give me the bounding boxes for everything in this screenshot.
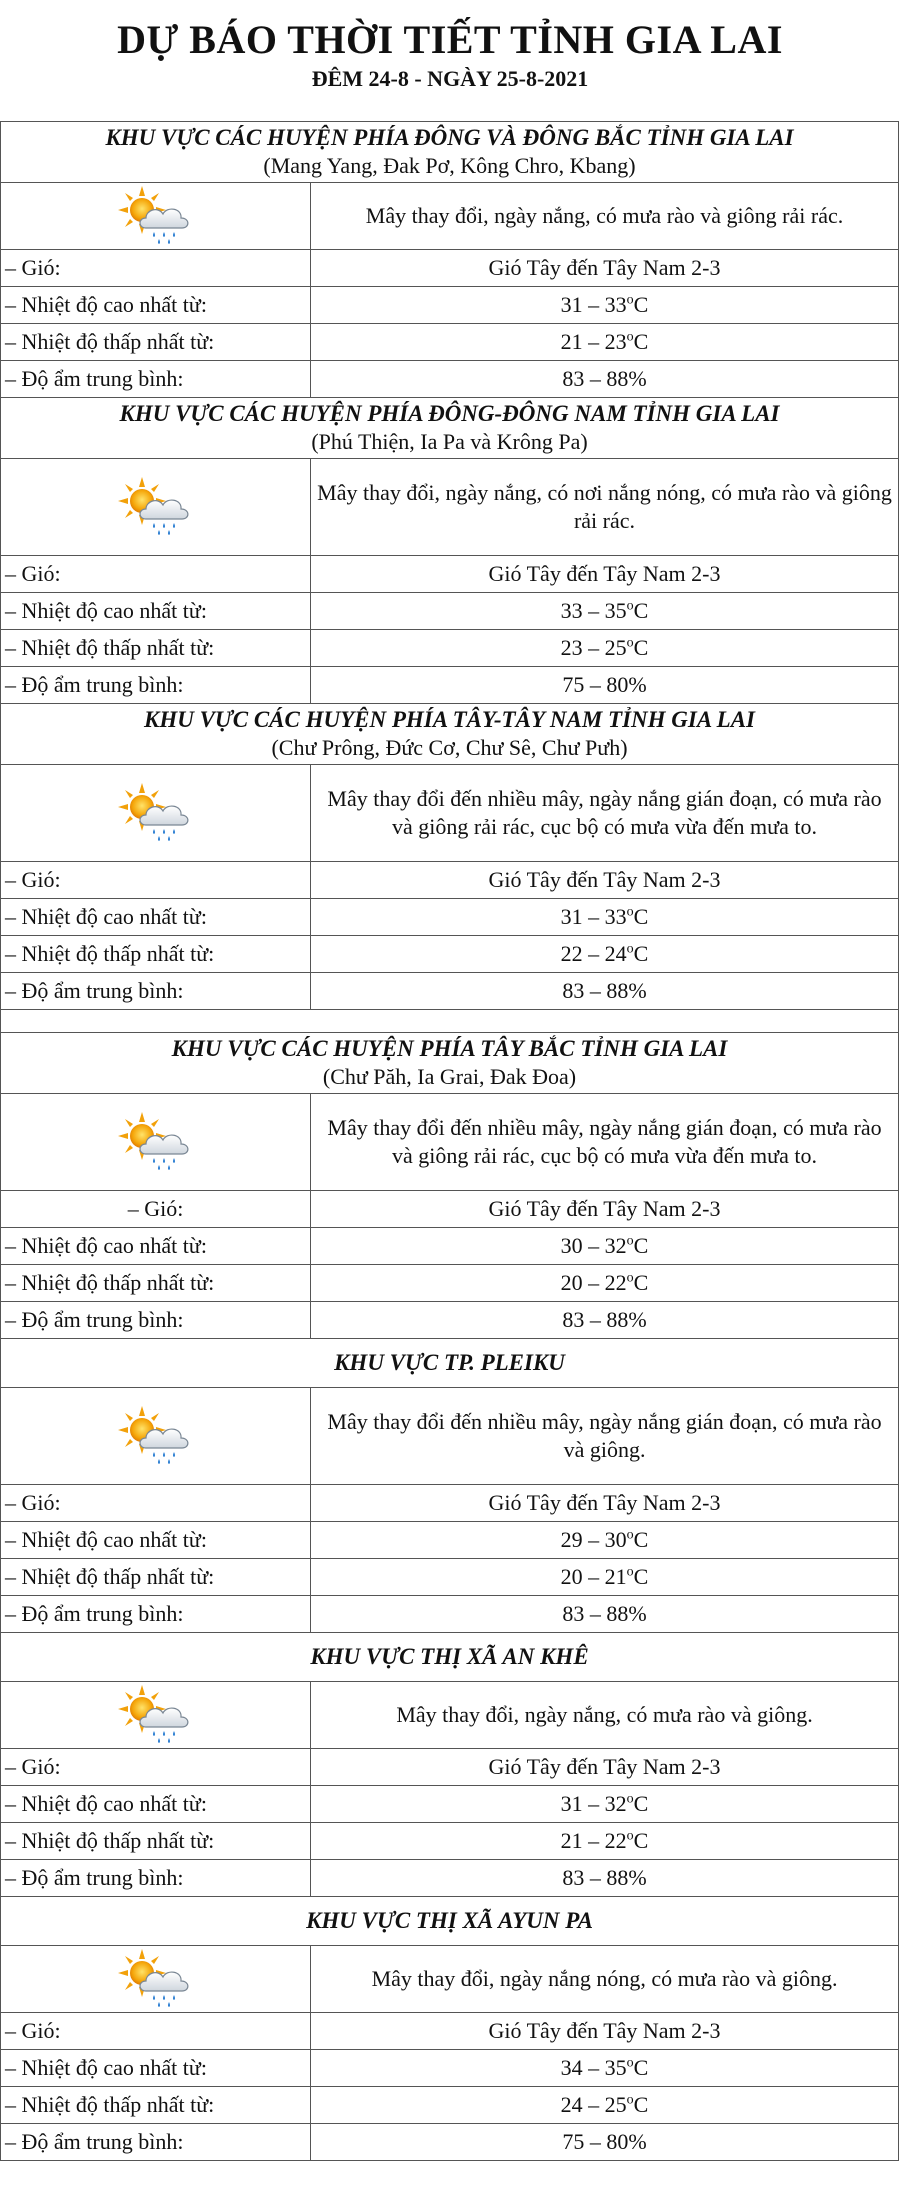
weather-description: Mây thay đổi đến nhiều mây, ngày nắng gián đoạn, có mưa rào và giông rải rác, cục bộ có mưa vừa đến mưa to. bbox=[311, 765, 899, 862]
wind-value-cell bbox=[311, 250, 899, 287]
forecast-table bbox=[0, 121, 899, 2161]
region-title: KHU VỰC CÁC HUYỆN PHÍA TÂY BẮC TỈNH GIA LAI bbox=[171, 1036, 728, 1061]
degree-unit: C bbox=[633, 904, 649, 929]
min-temp-label: – Nhiệt độ thấp nhất từ: bbox=[1, 1823, 311, 1860]
wind-label: – Gió: bbox=[1, 862, 311, 899]
wind-row bbox=[1, 1485, 899, 1522]
humidity-label: – Độ ẩm trung bình: bbox=[1, 1302, 311, 1339]
degree-unit: C bbox=[633, 2055, 649, 2080]
wind-row bbox=[1, 250, 899, 287]
min-temp-value: 23 – 25 bbox=[560, 635, 627, 660]
region-title: KHU VỰC THỊ XÃ AYUN PA bbox=[306, 1908, 593, 1933]
min-temp-label: – Nhiệt độ thấp nhất từ: bbox=[1, 936, 311, 973]
min-temp-row bbox=[1, 1265, 899, 1302]
max-temp-value: 33 – 35 bbox=[560, 598, 627, 623]
humidity-row bbox=[1, 973, 899, 1010]
min-temp-row bbox=[1, 1559, 899, 1596]
max-temp-row bbox=[1, 1522, 899, 1559]
min-temp-row bbox=[1, 2087, 899, 2124]
region-districts: (Phú Thiện, Ia Pa và Krông Pa) bbox=[311, 429, 588, 454]
region-title: KHU VỰC THỊ XÃ AN KHÊ bbox=[310, 1644, 589, 1669]
max-temp-value-cell bbox=[311, 593, 899, 630]
min-temp-value: 24 – 25 bbox=[560, 2092, 627, 2117]
min-temp-value-cell bbox=[311, 1559, 899, 1596]
degree-unit: C bbox=[633, 1527, 649, 1552]
region-header bbox=[1, 704, 899, 765]
max-temp-row bbox=[1, 593, 899, 630]
wind-value-cell bbox=[311, 556, 899, 593]
wind-row bbox=[1, 1749, 899, 1786]
page-subtitle: ĐÊM 24-8 - NGÀY 25-8-2021 bbox=[311, 66, 589, 91]
max-temp-label: – Nhiệt độ cao nhất từ: bbox=[1, 2050, 311, 2087]
max-temp-value-cell bbox=[311, 287, 899, 324]
max-temp-label: – Nhiệt độ cao nhất từ: bbox=[1, 1522, 311, 1559]
max-temp-value: 31 – 33 bbox=[560, 292, 627, 317]
humidity-row bbox=[1, 1860, 899, 1897]
wind-row bbox=[1, 2013, 899, 2050]
weather-icon-cell bbox=[1, 1946, 311, 2013]
region-description-row bbox=[1, 183, 899, 250]
region-header bbox=[1, 1897, 899, 1946]
max-temp-label: – Nhiệt độ cao nhất từ: bbox=[1, 1786, 311, 1823]
region-description-row bbox=[1, 1094, 899, 1191]
humidity-value: 83 – 88% bbox=[562, 366, 647, 391]
humidity-value-cell bbox=[311, 667, 899, 704]
partly-cloudy-rain-icon bbox=[116, 475, 196, 539]
region-header-row bbox=[1, 1633, 899, 1682]
min-temp-value-cell bbox=[311, 1265, 899, 1302]
wind-value: Gió Tây đến Tây Nam 2-3 bbox=[488, 561, 721, 586]
weather-description: Mây thay đổi, ngày nắng nóng, có mưa rào và giông. bbox=[311, 1946, 899, 2013]
max-temp-value: 34 – 35 bbox=[560, 2055, 627, 2080]
max-temp-row bbox=[1, 287, 899, 324]
humidity-value-cell bbox=[311, 973, 899, 1010]
max-temp-row bbox=[1, 899, 899, 936]
humidity-value: 83 – 88% bbox=[562, 1307, 647, 1332]
wind-row bbox=[1, 556, 899, 593]
max-temp-value: 31 – 33 bbox=[560, 904, 627, 929]
weather-icon-cell bbox=[1, 1682, 311, 1749]
region-header-row bbox=[1, 398, 899, 459]
region-header bbox=[1, 1033, 899, 1094]
max-temp-label: – Nhiệt độ cao nhất từ: bbox=[1, 899, 311, 936]
degree-unit: C bbox=[633, 1828, 649, 1853]
max-temp-value: 30 – 32 bbox=[560, 1233, 627, 1258]
min-temp-row bbox=[1, 324, 899, 361]
wind-value-cell bbox=[311, 1485, 899, 1522]
degree-unit: C bbox=[633, 1233, 649, 1258]
wind-row bbox=[1, 862, 899, 899]
region-header bbox=[1, 122, 899, 183]
min-temp-value: 20 – 22 bbox=[560, 1270, 627, 1295]
region-header bbox=[1, 398, 899, 459]
region-header bbox=[1, 1633, 899, 1682]
region-districts: (Chư Prông, Đức Cơ, Chư Sê, Chư Pưh) bbox=[271, 735, 628, 760]
degree-symbol: o bbox=[626, 598, 634, 614]
min-temp-label: – Nhiệt độ thấp nhất từ: bbox=[1, 2087, 311, 2124]
weather-icon-cell bbox=[1, 459, 311, 556]
max-temp-label: – Nhiệt độ cao nhất từ: bbox=[1, 287, 311, 324]
weather-description: Mây thay đổi, ngày nắng, có mưa rào và giông. bbox=[311, 1682, 899, 1749]
wind-label: – Gió: bbox=[1, 250, 311, 287]
degree-unit: C bbox=[633, 941, 649, 966]
max-temp-value-cell bbox=[311, 2050, 899, 2087]
degree-symbol: o bbox=[626, 941, 634, 957]
max-temp-row bbox=[1, 1228, 899, 1265]
humidity-label: – Độ ẩm trung bình: bbox=[1, 973, 311, 1010]
degree-symbol: o bbox=[626, 1527, 634, 1543]
humidity-label: – Độ ẩm trung bình: bbox=[1, 361, 311, 398]
wind-label: – Gió: bbox=[1, 1191, 311, 1228]
humidity-value: 83 – 88% bbox=[562, 1601, 647, 1626]
wind-value: Gió Tây đến Tây Nam 2-3 bbox=[488, 2018, 721, 2043]
region-gap-cell bbox=[1, 1010, 899, 1033]
min-temp-value-cell bbox=[311, 324, 899, 361]
min-temp-label: – Nhiệt độ thấp nhất từ: bbox=[1, 630, 311, 667]
region-description-row bbox=[1, 1946, 899, 2013]
degree-unit: C bbox=[633, 1791, 649, 1816]
humidity-label: – Độ ẩm trung bình: bbox=[1, 2124, 311, 2161]
region-title: KHU VỰC CÁC HUYỆN PHÍA TÂY-TÂY NAM TỈNH GIA LAI bbox=[143, 707, 756, 732]
humidity-value: 75 – 80% bbox=[562, 672, 647, 697]
humidity-label: – Độ ẩm trung bình: bbox=[1, 1860, 311, 1897]
max-temp-label: – Nhiệt độ cao nhất từ: bbox=[1, 1228, 311, 1265]
degree-unit: C bbox=[633, 292, 649, 317]
region-description-row bbox=[1, 765, 899, 862]
region-header-row bbox=[1, 1339, 899, 1388]
degree-symbol: o bbox=[626, 1270, 634, 1286]
humidity-row bbox=[1, 1302, 899, 1339]
min-temp-label: – Nhiệt độ thấp nhất từ: bbox=[1, 1559, 311, 1596]
min-temp-row bbox=[1, 936, 899, 973]
partly-cloudy-rain-icon bbox=[116, 1947, 196, 2011]
min-temp-value-cell bbox=[311, 936, 899, 973]
max-temp-value-cell bbox=[311, 1786, 899, 1823]
wind-value-cell bbox=[311, 862, 899, 899]
humidity-value-cell bbox=[311, 1302, 899, 1339]
min-temp-label: – Nhiệt độ thấp nhất từ: bbox=[1, 324, 311, 361]
humidity-value: 83 – 88% bbox=[562, 1865, 647, 1890]
wind-label: – Gió: bbox=[1, 556, 311, 593]
weather-description: Mây thay đổi đến nhiều mây, ngày nắng gián đoạn, có mưa rào và giông. bbox=[311, 1388, 899, 1485]
degree-symbol: o bbox=[626, 635, 634, 651]
degree-unit: C bbox=[633, 635, 649, 660]
degree-unit: C bbox=[633, 1564, 649, 1589]
humidity-row bbox=[1, 1596, 899, 1633]
region-description-row bbox=[1, 1682, 899, 1749]
wind-value: Gió Tây đến Tây Nam 2-3 bbox=[488, 255, 721, 280]
humidity-value-cell bbox=[311, 1860, 899, 1897]
degree-symbol: o bbox=[626, 329, 634, 345]
humidity-row bbox=[1, 2124, 899, 2161]
degree-symbol: o bbox=[626, 292, 634, 308]
min-temp-row bbox=[1, 630, 899, 667]
region-description-row bbox=[1, 1388, 899, 1485]
humidity-value-cell bbox=[311, 2124, 899, 2161]
degree-unit: C bbox=[633, 1270, 649, 1295]
region-districts: (Mang Yang, Đak Pơ, Kông Chro, Kbang) bbox=[263, 153, 636, 178]
min-temp-label: – Nhiệt độ thấp nhất từ: bbox=[1, 1265, 311, 1302]
wind-value-cell bbox=[311, 2013, 899, 2050]
wind-value-cell bbox=[311, 1191, 899, 1228]
weather-icon-cell bbox=[1, 1388, 311, 1485]
degree-unit: C bbox=[633, 598, 649, 623]
weather-description: Mây thay đổi, ngày nắng, có mưa rào và giông rải rác. bbox=[311, 183, 899, 250]
weather-icon-cell bbox=[1, 1094, 311, 1191]
humidity-value-cell bbox=[311, 361, 899, 398]
wind-value: Gió Tây đến Tây Nam 2-3 bbox=[488, 1754, 721, 1779]
region-title: KHU VỰC TP. PLEIKU bbox=[334, 1350, 565, 1375]
humidity-value: 75 – 80% bbox=[562, 2129, 647, 2154]
min-temp-value-cell bbox=[311, 1823, 899, 1860]
wind-label: – Gió: bbox=[1, 1485, 311, 1522]
region-header-row bbox=[1, 122, 899, 183]
humidity-value: 83 – 88% bbox=[562, 978, 647, 1003]
wind-value: Gió Tây đến Tây Nam 2-3 bbox=[488, 867, 721, 892]
region-districts: (Chư Păh, Ia Grai, Đak Đoa) bbox=[322, 1064, 577, 1089]
region-gap bbox=[1, 1010, 899, 1033]
humidity-label: – Độ ẩm trung bình: bbox=[1, 1596, 311, 1633]
min-temp-value: 21 – 23 bbox=[560, 329, 627, 354]
degree-symbol: o bbox=[626, 1828, 634, 1844]
partly-cloudy-rain-icon bbox=[116, 1110, 196, 1174]
min-temp-value: 20 – 21 bbox=[560, 1564, 627, 1589]
min-temp-value-cell bbox=[311, 630, 899, 667]
wind-label: – Gió: bbox=[1, 1749, 311, 1786]
page-title: DỰ BÁO THỜI TIẾT TỈNH GIA LAI bbox=[117, 17, 783, 62]
max-temp-value-cell bbox=[311, 899, 899, 936]
max-temp-value: 29 – 30 bbox=[560, 1527, 627, 1552]
weather-description: Mây thay đổi, ngày nắng, có nơi nắng nóng, có mưa rào và giông rải rác. bbox=[311, 459, 899, 556]
partly-cloudy-rain-icon bbox=[116, 184, 196, 248]
weather-description: Mây thay đổi đến nhiều mây, ngày nắng gián đoạn, có mưa rào và giông rải rác, cục bộ có mưa vừa đến mưa to. bbox=[311, 1094, 899, 1191]
degree-symbol: o bbox=[626, 1564, 634, 1580]
forecast-table-body bbox=[1, 122, 899, 2161]
humidity-row bbox=[1, 361, 899, 398]
min-temp-value: 22 – 24 bbox=[560, 941, 627, 966]
region-header-row bbox=[1, 1897, 899, 1946]
wind-value: Gió Tây đến Tây Nam 2-3 bbox=[488, 1490, 721, 1515]
max-temp-value: 31 – 32 bbox=[560, 1791, 627, 1816]
weather-icon-cell bbox=[1, 765, 311, 862]
max-temp-value-cell bbox=[311, 1522, 899, 1559]
region-title: KHU VỰC CÁC HUYỆN PHÍA ĐÔNG-ĐÔNG NAM TỈNH GIA LAI bbox=[119, 401, 780, 426]
region-header-row bbox=[1, 1033, 899, 1094]
region-header-row bbox=[1, 704, 899, 765]
region-title: KHU VỰC CÁC HUYỆN PHÍA ĐÔNG VÀ ĐÔNG BẮC TỈNH GIA LAI bbox=[105, 125, 794, 150]
degree-symbol: o bbox=[626, 1233, 634, 1249]
wind-value: Gió Tây đến Tây Nam 2-3 bbox=[488, 1196, 721, 1221]
partly-cloudy-rain-icon bbox=[116, 1683, 196, 1747]
max-temp-label: – Nhiệt độ cao nhất từ: bbox=[1, 593, 311, 630]
wind-row bbox=[1, 1191, 899, 1228]
min-temp-value: 21 – 22 bbox=[560, 1828, 627, 1853]
humidity-row bbox=[1, 667, 899, 704]
max-temp-row bbox=[1, 2050, 899, 2087]
min-temp-row bbox=[1, 1823, 899, 1860]
partly-cloudy-rain-icon bbox=[116, 1404, 196, 1468]
wind-value-cell bbox=[311, 1749, 899, 1786]
region-header bbox=[1, 1339, 899, 1388]
region-description-row bbox=[1, 459, 899, 556]
degree-symbol: o bbox=[626, 904, 634, 920]
degree-symbol: o bbox=[626, 2055, 634, 2071]
weather-icon-cell bbox=[1, 183, 311, 250]
humidity-value-cell bbox=[311, 1596, 899, 1633]
degree-symbol: o bbox=[626, 2092, 634, 2108]
degree-symbol: o bbox=[626, 1791, 634, 1807]
min-temp-value-cell bbox=[311, 2087, 899, 2124]
degree-unit: C bbox=[633, 329, 649, 354]
max-temp-row bbox=[1, 1786, 899, 1823]
max-temp-value-cell bbox=[311, 1228, 899, 1265]
partly-cloudy-rain-icon bbox=[116, 781, 196, 845]
degree-unit: C bbox=[633, 2092, 649, 2117]
humidity-label: – Độ ẩm trung bình: bbox=[1, 667, 311, 704]
wind-label: – Gió: bbox=[1, 2013, 311, 2050]
